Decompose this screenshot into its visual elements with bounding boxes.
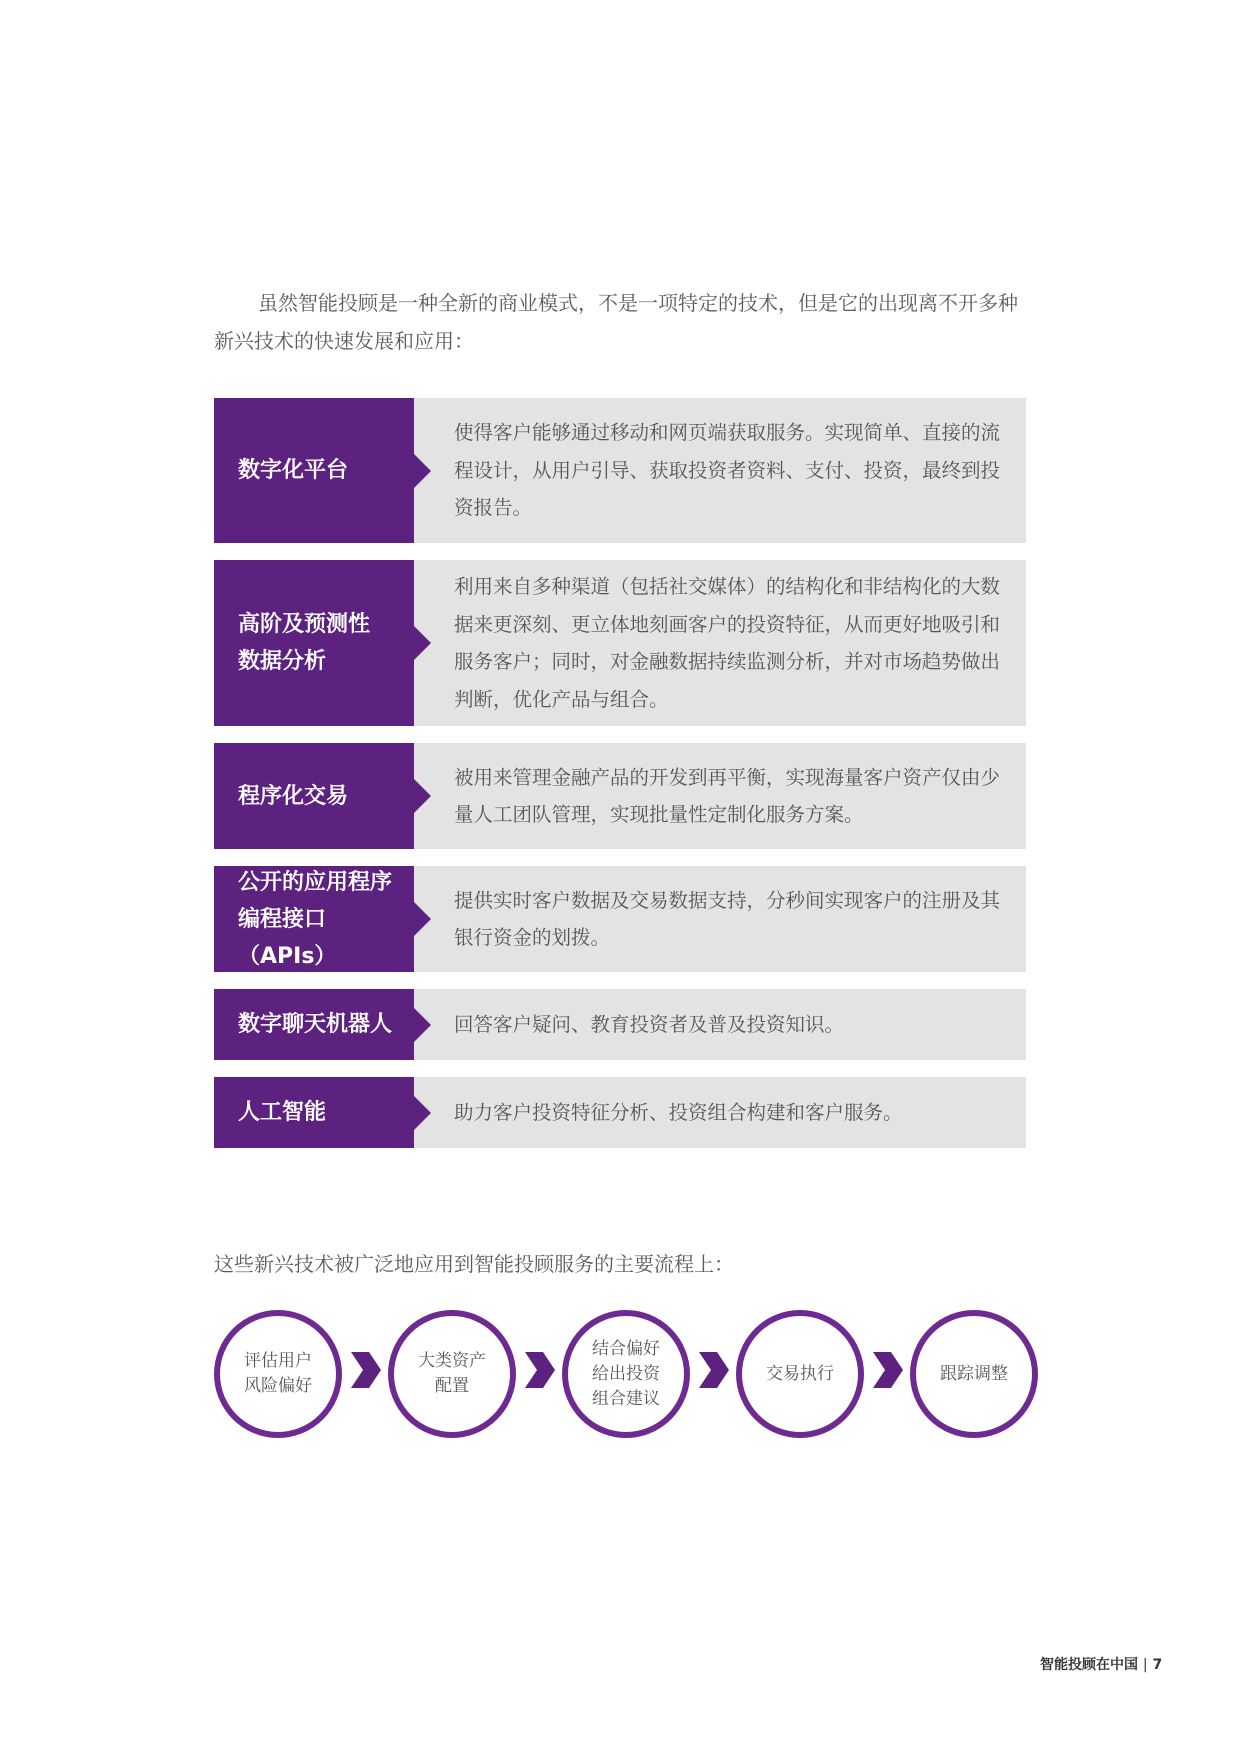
table-row xyxy=(214,398,1026,543)
chevron-right-icon xyxy=(871,1350,905,1390)
tech-label-text: 高阶及预测性数据分析 xyxy=(238,612,371,674)
chevron-right-icon xyxy=(349,1350,383,1390)
tech-label xyxy=(214,560,414,726)
table-row xyxy=(214,989,1026,1060)
chevron-right-icon xyxy=(523,1350,557,1390)
tech-description: 助力客户投资特征分析、投资组合构建和客户服务。 xyxy=(414,1077,1026,1148)
table-row xyxy=(214,560,1026,726)
tech-label-text: 公开的应用程序编程接口（APIs） xyxy=(238,869,393,969)
process-step-tracking xyxy=(910,1310,1038,1438)
technology-table xyxy=(214,398,1026,1165)
footer-separator: | xyxy=(1142,1657,1148,1673)
table-row xyxy=(214,866,1026,972)
process-flow xyxy=(214,1310,1026,1430)
process-step-asset-allocation xyxy=(388,1310,516,1438)
step-line: 交易执行 xyxy=(766,1363,834,1384)
step-line: 结合偏好 xyxy=(592,1338,660,1359)
table-row xyxy=(214,1077,1026,1148)
step-line: 给出投资 xyxy=(592,1363,660,1384)
tech-label: 人工智能 xyxy=(214,1077,414,1148)
process-intro: 这些新兴技术被广泛地应用到智能投顾服务的主要流程上： xyxy=(214,1252,734,1276)
tech-description: 被用来管理金融产品的开发到再平衡，实现海量客户资产仅由少量人工团队管理，实现批量性定制化服务方案。 xyxy=(414,743,1026,849)
footer-title: 智能投顾在中国 xyxy=(1040,1657,1138,1673)
step-line: 风险偏好 xyxy=(244,1376,312,1396)
step-line: 评估用户 xyxy=(244,1351,312,1371)
tech-description: 提供实时客户数据及交易数据支持，分秒间实现客户的注册及其银行资金的划拨。 xyxy=(414,866,1026,972)
tech-description: 使得客户能够通过移动和网页端获取服务。实现简单、直接的流程设计，从用户引导、获取投资者资料、支付、投资，最终到投资报告。 xyxy=(414,398,1026,543)
chevron-right-icon xyxy=(697,1350,731,1390)
process-step-risk-assessment xyxy=(214,1310,342,1438)
page-footer xyxy=(1040,1654,1162,1674)
tech-description: 回答客户疑问、教育投资者及普及投资知识。 xyxy=(414,989,1026,1060)
step-line: 组合建议 xyxy=(592,1388,660,1409)
tech-label: 数字聊天机器人 xyxy=(214,989,414,1060)
step-line: 配置 xyxy=(435,1376,469,1396)
tech-label xyxy=(214,866,414,972)
step-line: 跟踪调整 xyxy=(940,1363,1008,1384)
step-line: 大类资产 xyxy=(418,1351,486,1371)
table-row xyxy=(214,743,1026,849)
page-number: 7 xyxy=(1152,1657,1163,1673)
tech-label: 程序化交易 xyxy=(214,743,414,849)
intro-paragraph: 虽然智能投顾是一种全新的商业模式，不是一项特定的技术，但是它的出现离不开多种新兴技术的快速发展和应用： xyxy=(214,291,1018,353)
process-step-portfolio-advice xyxy=(562,1310,690,1438)
tech-label: 数字化平台 xyxy=(214,398,414,543)
process-step-trade-execution xyxy=(736,1310,864,1438)
tech-description: 利用来自多种渠道（包括社交媒体）的结构化和非结构化的大数据来更深刻、更立体地刻画客户的投资特征，从而更好地吸引和服务客户；同时，对金融数据持续监测分析，并对市场趋势做出判断，优化产品与组合。 xyxy=(414,560,1026,726)
